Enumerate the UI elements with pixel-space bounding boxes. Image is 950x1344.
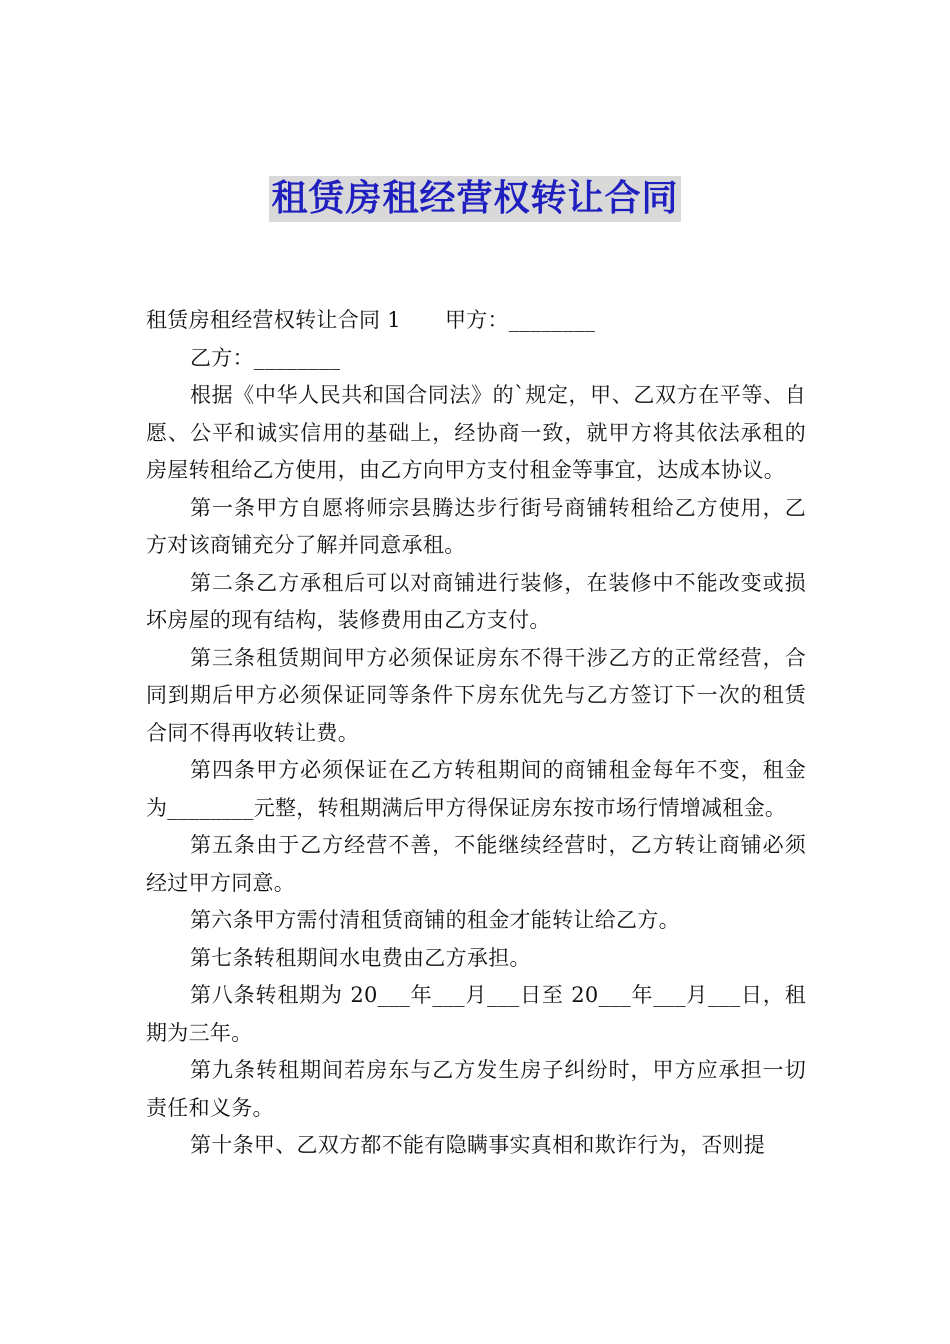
paragraph-article-8: 第八条转租期为 20___年___月___日至 20___年___月___日，租期为三年。 [146,983,806,1045]
paragraph-article-2: 第二条乙方承租后可以对商铺进行装修，在装修中不能改变或损坏房屋的现有结构，装修费用由乙方支付。 [146,570,806,632]
paragraph-article-3: 第三条租赁期间甲方必须保证房东不得干涉乙方的正常经营，合同到期后甲方必须保证同等条件下房东优先与乙方签订下一次的租赁合同不得再收转让费。 [146,645,806,745]
document-body [146,302,806,1165]
title-container [0,176,950,222]
paragraph-article-4: 第四条甲方必须保证在乙方转租期间的商铺租金每年不变，租金为________元整，转租期满后甲方得保证房东按市场行情增减租金。 [146,758,806,820]
paragraph-article-9: 第九条转租期间若房东与乙方发生房子纠纷时，甲方应承担一切责任和义务。 [146,1058,806,1120]
paragraph-header [146,302,806,340]
paragraph-article-1: 第一条甲方自愿将师宗县腾达步行街号商铺转租给乙方使用，乙方对该商铺充分了解并同意承租。 [146,495,806,557]
contract-number: 租赁房租经营权转让合同 1 [146,308,401,332]
party-a-field: 甲方：________ [444,308,596,332]
paragraph-preamble: 根据《中华人民共和国合同法》的`规定，甲、乙双方在平等、自愿、公平和诚实信用的基础上，经协商一致，就甲方将其依法承租的房屋转租给乙方使用，由乙方向甲方支付租金等事宜，达成本协议。 [146,383,806,482]
paragraph-article-7: 第七条转租期间水电费由乙方承担。 [190,945,531,970]
paragraph-party-b: 乙方：________ [190,345,341,370]
paragraph-article-10: 第十条甲、乙双方都不能有隐瞒事实真相和欺诈行为，否则提 [190,1133,766,1157]
document-title: 租赁房租经营权转让合同 [269,176,680,222]
paragraph-article-6: 第六条甲方需付清租赁商铺的租金才能转让给乙方。 [190,908,680,932]
paragraph-article-5: 第五条由于乙方经营不善，不能继续经营时，乙方转让商铺必须经过甲方同意。 [146,833,806,895]
